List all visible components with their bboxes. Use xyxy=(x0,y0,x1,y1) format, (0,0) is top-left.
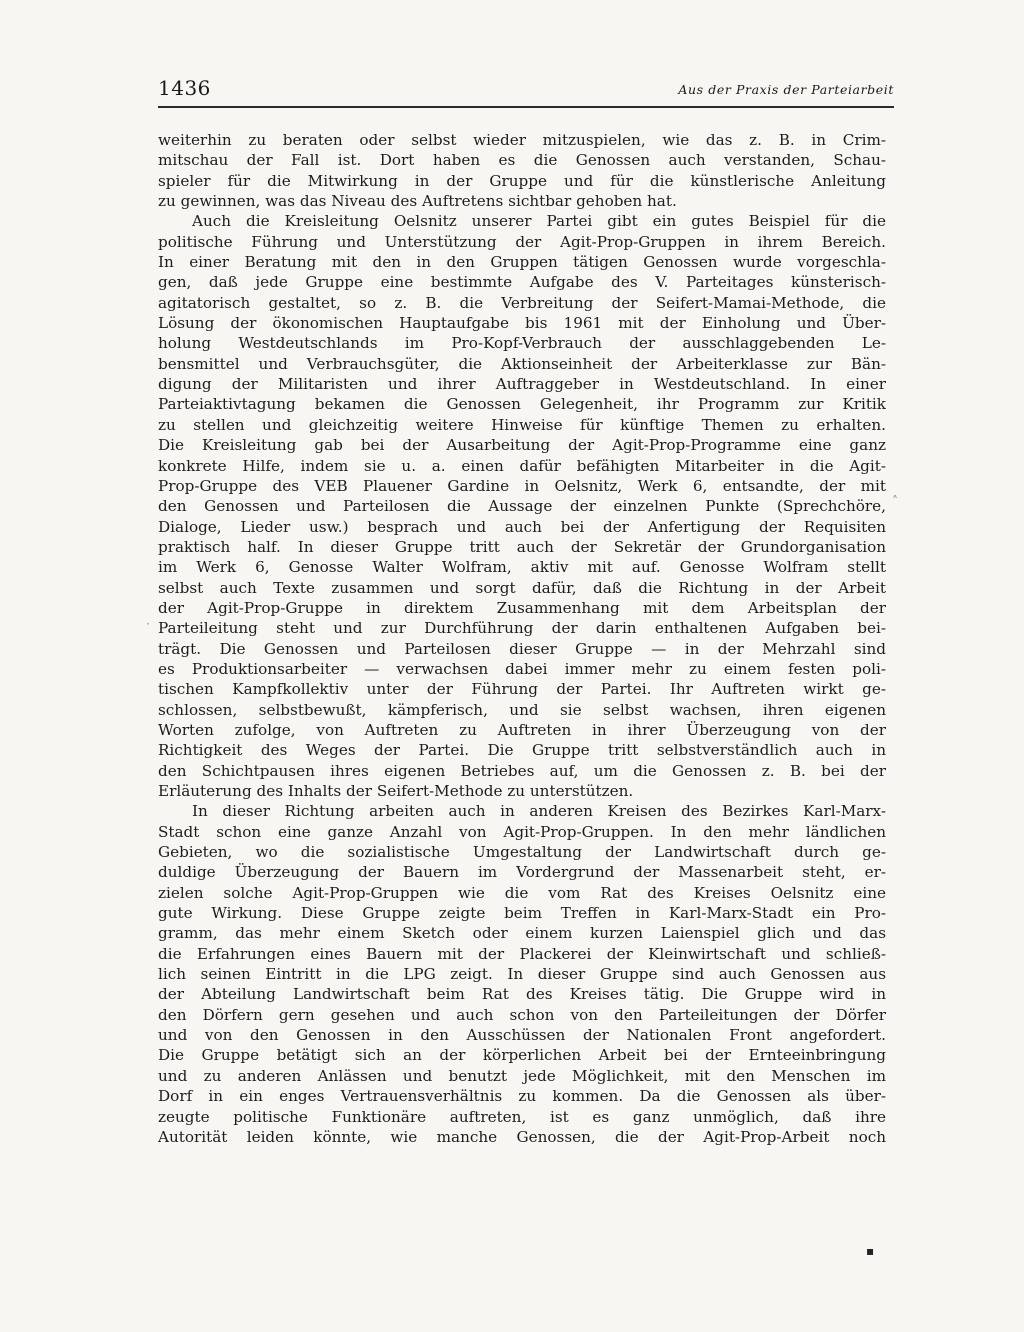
text-line: Auch die Kreisleitung Oelsnitz unserer Partei gibt ein gutes Beispiel für die xyxy=(192,212,886,231)
text-line: In dieser Richtung arbeiten auch in anderen Kreisen des Bezirkes Karl-Marx- xyxy=(192,802,886,821)
text-line: Worten zufolge, von Auftreten zu Auftreten in ihrer Überzeugung von der xyxy=(158,720,886,739)
body-text xyxy=(158,130,886,1147)
text-line: Richtigkeit des Weges der Partei. Die Gruppe tritt selbstverständlich auch in xyxy=(158,741,886,760)
text-line: im Werk 6, Genosse Walter Wolfram, aktiv mit auf. Genosse Wolfram stellt xyxy=(158,558,886,577)
text-line: den Dörfern gern gesehen und auch schon von den Parteileitungen der Dörfer xyxy=(158,1005,886,1024)
text-line: der Agit-Prop-Gruppe in direktem Zusammenhang mit dem Arbeitsplan der xyxy=(158,598,886,617)
text-line: holung Westdeutschlands im Pro-Kopf-Verbrauch der ausschlaggebenden Le- xyxy=(158,334,886,353)
text-line: Dialoge, Lieder usw.) besprach und auch bei der Anfertigung der Requisiten xyxy=(158,517,886,536)
text-line: selbst auch Texte zusammen und sorgt dafür, daß die Richtung in der Arbeit xyxy=(158,578,886,597)
text-line: lich seinen Eintritt in die LPG zeigt. In dieser Gruppe sind auch Genossen aus xyxy=(158,965,886,984)
text-line: gen, daß jede Gruppe eine bestimmte Aufgabe des V. Parteitages künsterisch- xyxy=(158,273,886,292)
text-line: In einer Beratung mit den in den Gruppen tätigen Genossen wurde vorgeschla- xyxy=(158,253,886,272)
text-line: trägt. Die Genossen und Parteilosen dieser Gruppe — in der Mehrzahl sind xyxy=(158,639,886,658)
text-line: bensmittel und Verbrauchsgüter, die Aktionseinheit der Arbeiterklasse zur Bän- xyxy=(158,354,886,373)
text-line: Autorität leiden könnte, wie manche Genossen, die der Agit-Prop-Arbeit noch xyxy=(158,1127,886,1146)
text-line: der Abteilung Landwirtschaft beim Rat des Kreises tätig. Die Gruppe wird in xyxy=(158,985,886,1004)
text-line: zu gewinnen, was das Niveau des Auftretens sichtbar gehoben hat. xyxy=(158,192,677,211)
text-line: zielen solche Agit-Prop-Gruppen wie die vom Rat des Kreises Oelsnitz eine xyxy=(158,883,886,902)
page-header xyxy=(158,76,894,108)
text-line: die Erfahrungen eines Bauern mit der Plackerei der Kleinwirtschaft und schließ- xyxy=(158,944,886,963)
text-line: duldige Überzeugung der Bauern im Vordergrund der Massenarbeit steht, er- xyxy=(158,863,886,882)
text-line: agitatorisch gestaltet, so z. B. die Verbreitung der Seifert-Mamai-Methode, die xyxy=(158,293,886,312)
text-line: praktisch half. In dieser Gruppe tritt auch der Sekretär der Grundorganisation xyxy=(158,537,886,556)
text-line: gute Wirkung. Diese Gruppe zeigte beim Treffen in Karl-Marx-Stadt ein Pro- xyxy=(158,904,886,923)
text-line: es Produktionsarbeiter — verwachsen dabei immer mehr zu einem festen poli- xyxy=(158,659,886,678)
text-line: konkrete Hilfe, indem sie u. a. einen dafür befähigten Mitarbeiter in die Agit- xyxy=(158,456,886,475)
text-line: weiterhin zu beraten oder selbst wieder mitzuspielen, wie das z. B. in Crim- xyxy=(158,131,886,149)
text-line: Gebieten, wo die sozialistische Umgestaltung der Landwirtschaft durch ge- xyxy=(158,843,886,862)
text-line: schlossen, selbstbewußt, kämpferisch, und sie selbst wachsen, ihren eigenen xyxy=(158,700,886,719)
text-line: mitschau der Fall ist. Dort haben es die Genossen auch verstanden, Schau- xyxy=(158,151,886,170)
text-line: Parteileitung steht und zur Durchführung der darin enthaltenen Aufgaben bei- xyxy=(158,619,886,638)
running-head: Aus der Praxis der Parteiarbeit xyxy=(678,82,894,97)
text-line: spieler für die Mitwirkung in der Gruppe und für die künstlerische Anleitung xyxy=(158,171,886,190)
margin-speck: ˄ xyxy=(892,494,898,508)
text-line: den Genossen und Parteilosen die Aussage der einzelnen Punkte (Sprechchöre, xyxy=(158,497,886,516)
margin-speck: ▪ xyxy=(866,1244,875,1258)
text-line: gramm, das mehr einem Sketch oder einem kurzen Laienspiel glich und das xyxy=(158,924,886,943)
text-line: Erläuterung des Inhalts der Seifert-Methode zu unterstützen. xyxy=(158,782,634,800)
text-line: zeugte politische Funktionäre auftreten, ist es ganz unmöglich, daß ihre xyxy=(158,1107,886,1126)
text-line: Stadt schon eine ganze Anzahl von Agit-Prop-Gruppen. In den mehr ländlichen xyxy=(158,822,886,841)
text-line: digung der Militaristen und ihrer Auftraggeber in Westdeutschland. In einer xyxy=(158,375,886,394)
text-line: tischen Kampfkollektiv unter der Führung der Partei. Ihr Auftreten wirkt ge- xyxy=(158,680,886,699)
text-line: zu stellen und gleichzeitig weitere Hinweise für künftige Themen zu erhalten. xyxy=(158,415,886,434)
text-line: und von den Genossen in den Ausschüssen der Nationalen Front angefordert. xyxy=(158,1026,886,1045)
text-line: Parteiaktivtagung bekamen die Genossen Gelegenheit, ihr Programm zur Kritik xyxy=(158,395,886,414)
page-number: 1436 xyxy=(158,76,211,100)
text-line: politische Führung und Unterstützung der Agit-Prop-Gruppen in ihrem Bereich. xyxy=(158,232,886,251)
text-line: Lösung der ökonomischen Hauptaufgabe bis 1961 mit der Einholung und Über- xyxy=(158,314,886,333)
text-line: Prop-Gruppe des VEB Plauener Gardine in Oelsnitz, Werk 6, entsandte, der mit xyxy=(158,476,886,495)
margin-speck: · xyxy=(146,617,150,631)
text-line: Dorf in ein enges Vertrauensverhältnis zu kommen. Da die Genossen als über- xyxy=(158,1087,886,1106)
text-line: den Schichtpausen ihres eigenen Betriebes auf, um die Genossen z. B. bei der xyxy=(158,761,886,780)
text-line: Die Gruppe betätigt sich an der körperlichen Arbeit bei der Ernteeinbringung xyxy=(158,1046,886,1065)
text-line: und zu anderen Anlässen und benutzt jede Möglichkeit, mit den Menschen im xyxy=(158,1066,886,1085)
text-line: Die Kreisleitung gab bei der Ausarbeitung der Agit-Prop-Programme eine ganz xyxy=(158,436,886,455)
